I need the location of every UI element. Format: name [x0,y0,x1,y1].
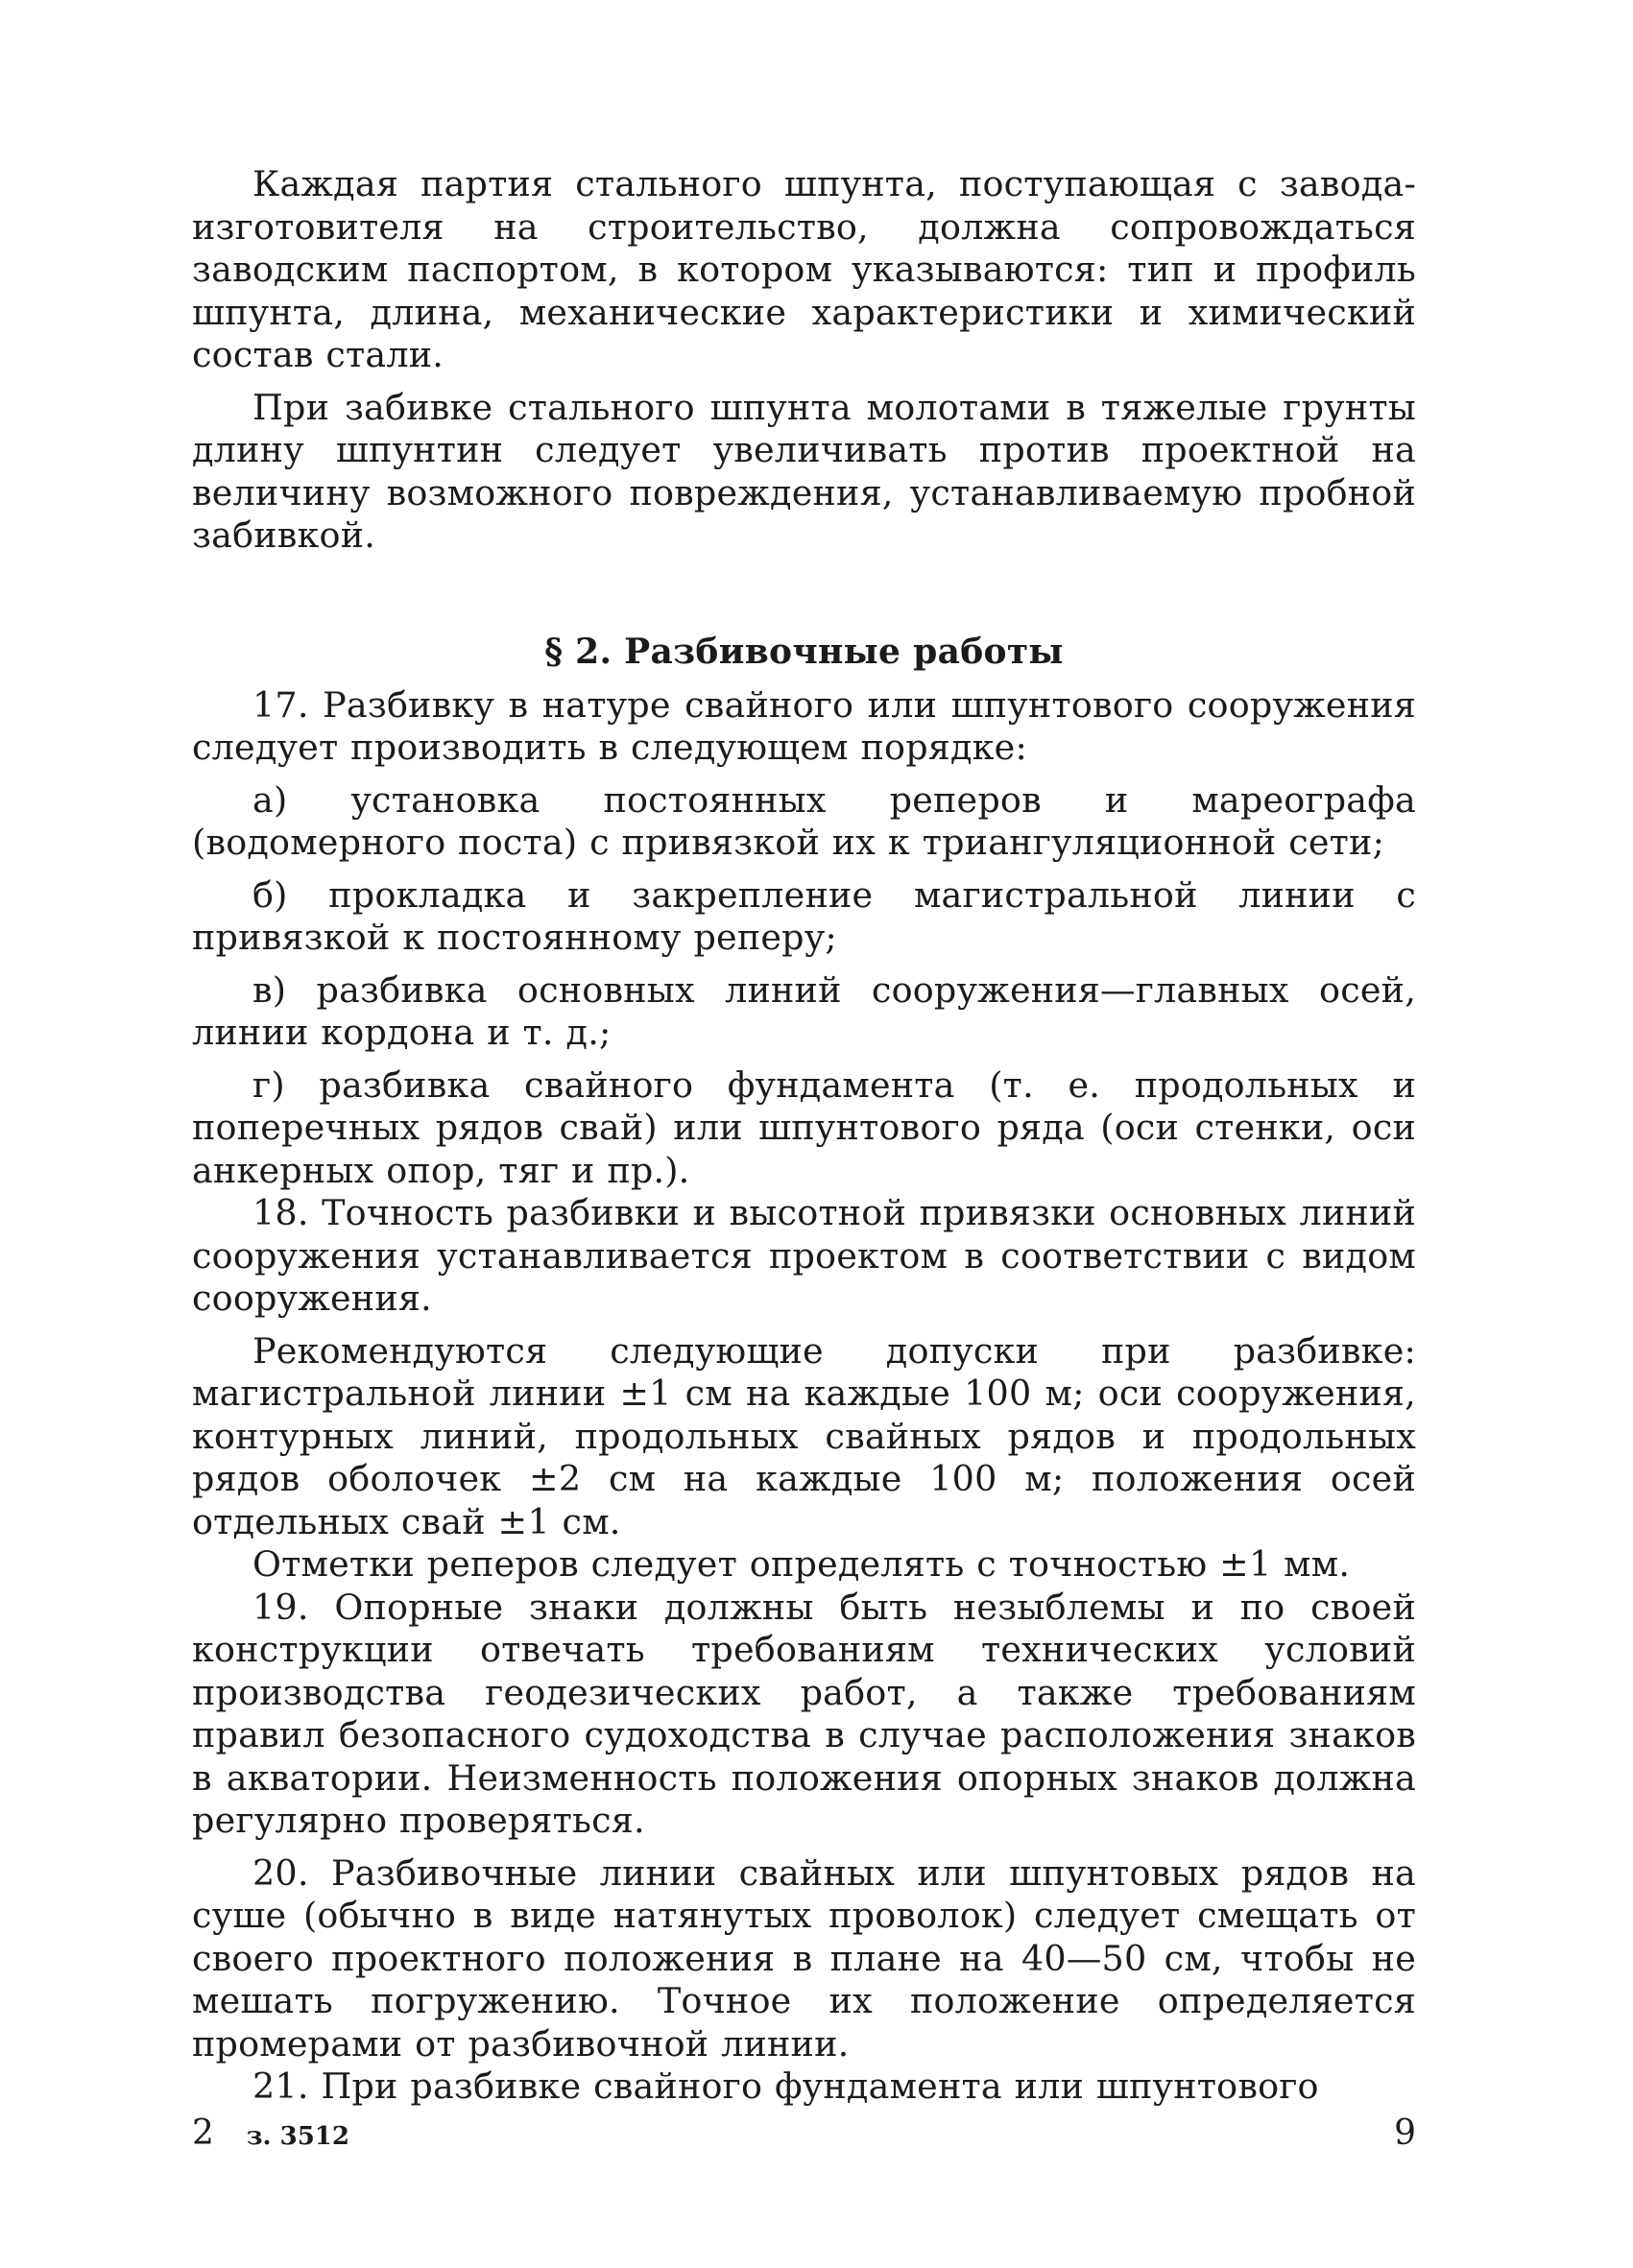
paragraph-18-accuracy: 18. Точность разбивки и высотной привязки основных линий сооружения устанавливается проектом в соответствии с видом сооружения. [192,1192,1416,1319]
list-item-g: г) разбивка свайного фундамента (т. е. продольных и поперечных рядов свай) или шпунтового ряда (оси стенки, оси анкерных опор, тяг и пр.). [192,1063,1416,1191]
paragraph-benchmark-accuracy: Отметки реперов следует определять с точностью ±1 мм. [252,1543,1351,1585]
paragraph-21-start: 21. При разбивке свайного фундамента или шпунтового [252,2065,1319,2107]
paragraph-20-layout-lines: 20. Разбивочные линии свайных или шпунтовых рядов на суше (обычно в виде натянутых проволок) следует смещать от своего проектного положения в плане на 40—50 см, чтобы не мешать погружению. Точное их положение определяется промерами от разбивочной линии. [192,1851,1416,2065]
paragraph-17-intro: 17. Разбивку в натуре свайного или шпунтового сооружения следует производить в следующем порядке: [192,683,1416,768]
section-heading: § 2. Разбивочные работы [544,631,1064,672]
page-footer [192,2113,1416,2161]
paragraph-pile-driving-length: При забивке стального шпунта молотами в тяжелые грунты длину шпунтин следует увеличивать против проектной на величину возможного повреждения, устанавливаемую пробной забивкой. [192,386,1416,556]
document-page [192,163,1416,2109]
printer-signature [192,2113,349,2153]
page-number: 9 [1394,2113,1416,2153]
list-item-v: в) разбивка основных линий сооружения—главных осей, линии кордона и т. д.; [192,968,1416,1053]
list-item-b: б) прокладка и закрепление магистральной линии с привязкой к постоянному реперу; [192,873,1416,958]
paragraph-tolerances: Рекомендуются следующие допуски при разбивке: магистральной линии ±1 см на каждые 100 м; оси сооружения, контурных линий, продольных свайных рядов и продольных рядов оболочек ±2 см на каждые 100 м; положения осей отдельных свай ±1 см. [192,1329,1416,1542]
paragraph-steel-sheet-pile-passport: Каждая партия стального шпунта, поступающая с завода-изготовителя на строительство, должна сопровождаться заводским паспортом, в котором указываются: тип и профиль шпунта, длина, механические характеристики и химический состав стали. [192,163,1416,375]
paragraph-19-reference-marks: 19. Опорные знаки должны быть незыблемы и по своей конструкции отвечать требованиям технических условий производства геодезических работ, а также требованиям правил безопасного судоходства в случае расположения знаков в акватории. Неизменность положения опорных знаков должна регулярно проверяться. [192,1586,1416,1841]
signature-number: 2 [192,2113,214,2153]
list-item-a: а) установка постоянных реперов и мареографа (водомерного поста) с привязкой их к триангуляционной сети; [192,778,1416,863]
signature-code: з. 3512 [246,2122,349,2151]
